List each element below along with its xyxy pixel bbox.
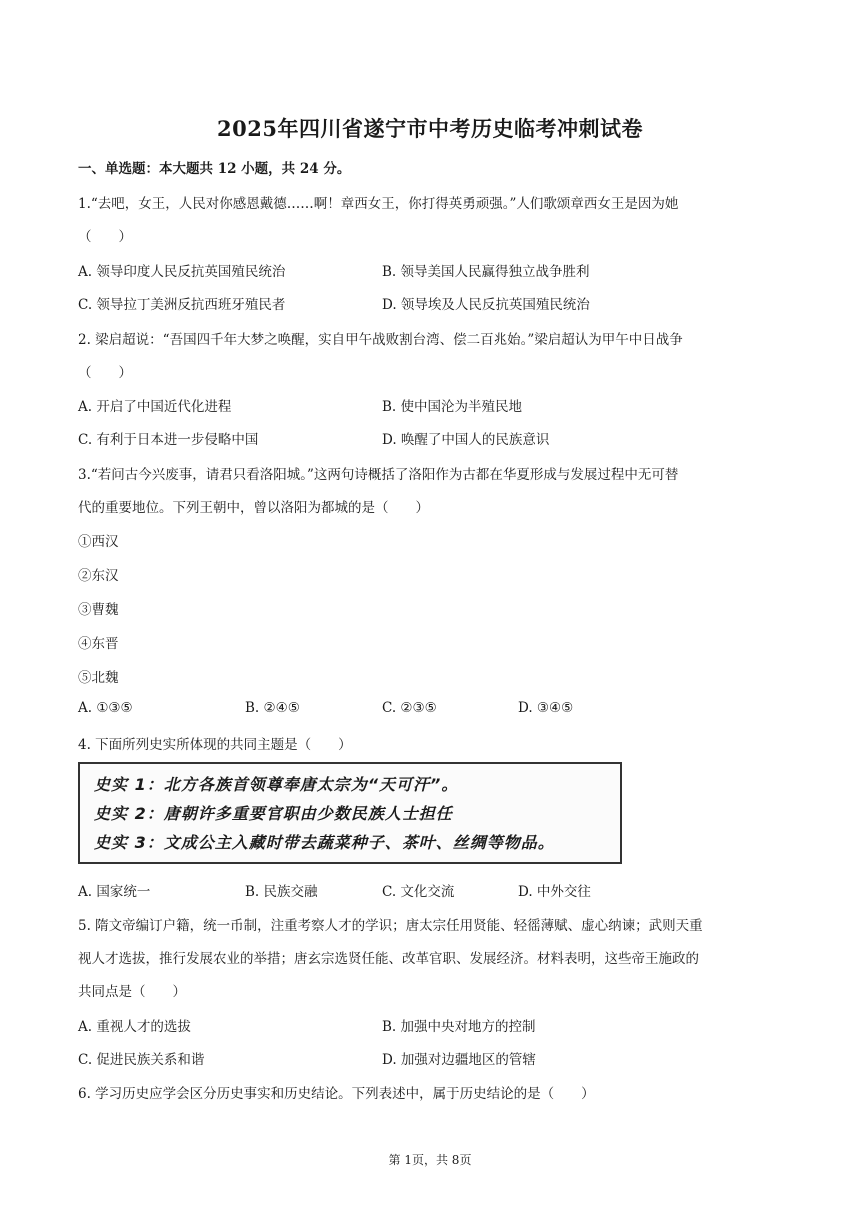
question-1-option-c: C. 领导拉丁美洲反抗西班牙殖民者 <box>78 297 286 313</box>
question-6-stem: 6. 学习历史应学会区分历史事实和历史结论。下列表述中，属于历史结论的是（ ） <box>78 1086 595 1102</box>
question-5-stem-cont: 共同点是（ ） <box>78 984 186 1000</box>
question-2-option-a: A. 开启了中国近代化进程 <box>78 399 232 415</box>
question-3-option-c: C. ②③⑤ <box>382 700 437 716</box>
question-4-option-b: B. 民族交融 <box>245 884 318 900</box>
question-3-item: ②东汉 <box>78 568 119 584</box>
question-2-option-c: C. 有利于日本进一步侵略中国 <box>78 432 259 448</box>
question-4-stem: 4. 下面所列史实所体现的共同主题是（ ） <box>78 737 352 753</box>
historical-fact-3: 史实 3：文成公主入藏时带去蔬菜种子、茶叶、丝绸等物品。 <box>94 833 555 852</box>
page-title: 2025年四川省遂宁市中考历史临考冲刺试卷 <box>217 116 643 141</box>
question-3-stem: 3.“若问古今兴废事，请君只看洛阳城。”这两句诗概括了洛阳作为古都在华夏形成与发展过程中无可替 <box>78 467 679 483</box>
question-1-option-d: D. 领导埃及人民反抗英国殖民统治 <box>382 297 590 313</box>
question-5-option-a: A. 重视人才的选拔 <box>78 1019 191 1035</box>
historical-fact-1: 史实 1：北方各族首领尊奉唐太宗为“天可汗”。 <box>94 775 459 794</box>
question-4-option-d: D. 中外交往 <box>518 884 591 900</box>
question-5-option-b: B. 加强中央对地方的控制 <box>382 1019 536 1035</box>
question-2-stem: 2. 梁启超说：“吾国四千年大梦之唤醒，实自甲午战败割台湾、偿二百兆始。”梁启超认为甲午中日战争 <box>78 332 683 348</box>
question-3-option-a: A. ①③⑤ <box>78 700 133 716</box>
question-3-stem-cont: 代的重要地位。下列王朝中，曾以洛阳为都城的是（ ） <box>78 500 429 516</box>
question-1-option-b: B. 领导美国人民赢得独立战争胜利 <box>382 264 590 280</box>
question-2-option-b: B. 使中国沦为半殖民地 <box>382 399 523 415</box>
question-3-item: ⑤北魏 <box>78 670 119 686</box>
question-3-item: ③曹魏 <box>78 602 119 618</box>
question-3-item: ④东晋 <box>78 636 119 652</box>
question-1-blank: （ ） <box>78 229 132 245</box>
question-4-option-c: C. 文化交流 <box>382 884 455 900</box>
question-5-stem: 5. 隋文帝编订户籍，统一币制，注重考察人才的学识；唐太宗任用贤能、轻徭薄赋、虚心纳谏；武则天重 <box>78 918 703 934</box>
question-5-option-d: D. 加强对边疆地区的管辖 <box>382 1052 536 1068</box>
question-2-option-d: D. 唤醒了中国人的民族意识 <box>382 432 550 448</box>
question-3-option-b: B. ②④⑤ <box>245 700 300 716</box>
question-5-stem-cont: 视人才选拔，推行发展农业的举措；唐玄宗选贤任能、改革官职、发展经济。材料表明，这些帝王施政的 <box>78 951 699 967</box>
question-3-option-d: D. ③④⑤ <box>518 700 574 716</box>
question-1-stem: 1.“去吧，女王，人民对你感恩戴德……啊！章西女王，你打得英勇顽强。”人们歌颂章西女王是因为她 <box>78 196 679 212</box>
section-header: 一、单选题：本大题共 12 小题，共 24 分。 <box>78 161 351 177</box>
question-5-option-c: C. 促进民族关系和谐 <box>78 1052 205 1068</box>
question-2-blank: （ ） <box>78 365 132 381</box>
page-footer: 第 1页，共 8页 <box>388 1153 472 1167</box>
historical-facts-box <box>78 762 622 864</box>
historical-fact-2: 史实 2：唐朝许多重要官职由少数民族人士担任 <box>94 804 453 823</box>
question-1-option-a: A. 领导印度人民反抗英国殖民统治 <box>78 264 286 280</box>
question-3-item: ①西汉 <box>78 534 119 550</box>
question-4-option-a: A. 国家统一 <box>78 884 151 900</box>
